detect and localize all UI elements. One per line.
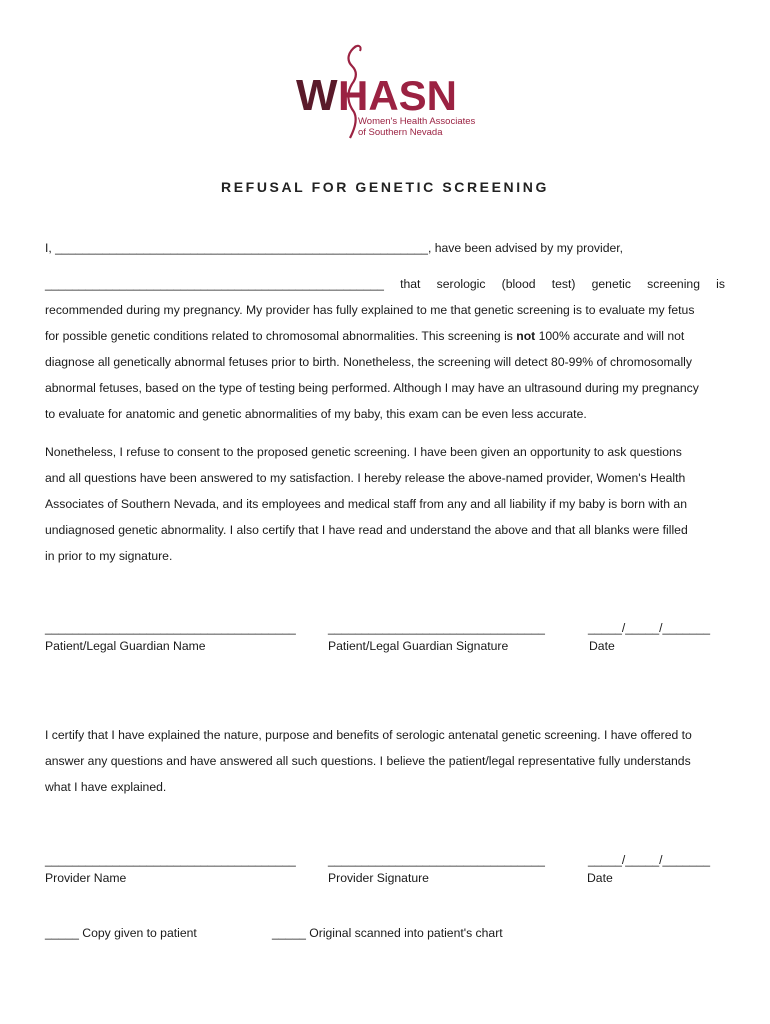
logo-hasn-letters: HASN [338,72,458,119]
document-title: REFUSAL FOR GENETIC SCREENING [221,179,549,195]
intro-line-6: abnormal fetuses, based on the type of testing being performed. Although I may have an ultrasound during my pregnancy [45,381,699,395]
provider-date-line[interactable]: _____/_____/_______ [588,853,710,867]
provider-statement-line-1: I certify that I have explained the nature, purpose and benefits of serologic antenatal genetic screening. I have offered to [45,728,692,742]
patient-signature-label: Patient/Legal Guardian Signature [328,639,509,653]
patient-name-line[interactable]: _____________________________________ [45,621,296,635]
copy-given-checkline[interactable]: _____ Copy given to patient [45,926,197,940]
refusal-line-2: and all questions have been answered to my satisfaction. I hereby release the above-named provider, Women's Health [45,471,686,485]
refusal-line-5: in prior to my signature. [45,549,173,563]
original-scanned-checkline[interactable]: _____ Original scanned into patient's chart [272,926,503,940]
provider-statement-line-3: what I have explained. [45,780,167,794]
intro-line-4-text: for possible genetic conditions related to chromosomal abnormalities. This screening is [45,329,517,343]
logo-w-letter: W [296,71,338,120]
logo-tagline-2: of Southern Nevada [358,127,443,138]
provider-name-label: Provider Name [45,871,127,885]
refusal-line-1: Nonetheless, I refuse to consent to the proposed genetic screening. I have been given an opportunity to ask questions [45,445,682,459]
intro-line-7: to evaluate for anatomic and genetic abnormalities of my baby, this exam can be even less accurate. [45,407,587,421]
intro-line-2: __________________________________________________ that serologic (blood test) genetic screening is [45,277,725,291]
provider-signature-line[interactable]: ________________________________ [328,853,545,867]
provider-signature-label: Provider Signature [328,871,429,885]
intro-line-3: recommended during my pregnancy. My provider has fully explained to me that genetic screening is to evaluate my fetus [45,303,695,317]
refusal-line-4: undiagnosed genetic abnormality. I also certify that I have read and understand the above and that all blanks were filled [45,523,688,537]
intro-line-4 [45,329,684,343]
provider-name-line[interactable]: _____________________________________ [45,853,296,867]
patient-date-label: Date [589,639,615,653]
intro-bold-not: not [516,329,536,343]
patient-date-line[interactable]: _____/_____/_______ [588,621,710,635]
whasn-logo-mark [296,42,476,142]
intro-line-1: I, _______________________________________________________, have been advised by my provider, [45,241,624,255]
intro-line-5: diagnose all genetically abnormal fetuses prior to birth. Nonetheless, the screening will detect 80-99% of chromosomally [45,355,692,369]
logo-tagline-1: Women's Health Associates [358,116,476,127]
whasn-logo [296,42,476,142]
refusal-line-3: Associates of Southern Nevada, and its employees and medical staff from any and all liability if my baby is born with an [45,497,687,511]
provider-statement-line-2: answer any questions and have answered all such questions. I believe the patient/legal representative fully understands [45,754,691,768]
patient-signature-line[interactable]: ________________________________ [328,621,545,635]
patient-name-label: Patient/Legal Guardian Name [45,639,206,653]
intro-line-4-end: 100% accurate and will not [535,329,685,343]
provider-date-label: Date [587,871,613,885]
